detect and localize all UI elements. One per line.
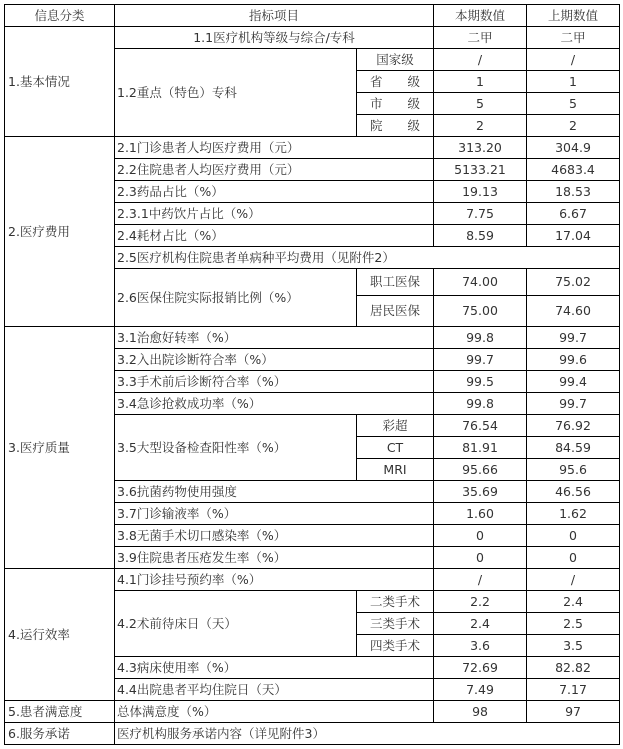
item-label: 3.8无菌手术切口感染率（%） (115, 525, 434, 547)
item-label: 2.4耗材占比（%） (115, 225, 434, 247)
previous-value: 84.59 (527, 437, 620, 459)
previous-value: 6.67 (527, 203, 620, 225)
category-basic: 1.基本情况 (5, 27, 115, 137)
current-value: 8.59 (434, 225, 527, 247)
previous-value: 304.9 (527, 137, 620, 159)
sub-item-label: 三类手术 (357, 613, 434, 635)
previous-value: 99.4 (527, 371, 620, 393)
item-label: 3.3手术前后诊断符合率（%） (115, 371, 434, 393)
previous-value: 74.60 (527, 296, 620, 327)
current-value: 75.00 (434, 296, 527, 327)
single-disease-cost-link: 2.5医疗机构住院患者单病种平均费用（见附件2） (115, 247, 620, 269)
previous-value: 2 (527, 115, 620, 137)
previous-value: 99.7 (527, 327, 620, 349)
category-commitment: 6.服务承诺 (5, 723, 115, 745)
current-value: 99.8 (434, 393, 527, 415)
item-label: 3.4急诊抢救成功率（%） (115, 393, 434, 415)
current-value: 98 (434, 701, 527, 723)
category-cost: 2.医疗费用 (5, 137, 115, 327)
previous-value: 5 (527, 93, 620, 115)
sub-item-label: 院 级 (357, 115, 434, 137)
header-category: 信息分类 (5, 5, 115, 27)
current-value: 72.69 (434, 657, 527, 679)
current-value: 99.7 (434, 349, 527, 371)
item-label: 4.1门诊挂号预约率（%） (115, 569, 434, 591)
sub-item-label: MRI (357, 459, 434, 481)
item-label: 2.3.1中药饮片占比（%） (115, 203, 434, 225)
current-value: 7.75 (434, 203, 527, 225)
previous-value: 1.62 (527, 503, 620, 525)
current-value: 7.49 (434, 679, 527, 701)
item-label: 3.7门诊输液率（%） (115, 503, 434, 525)
current-value: 313.20 (434, 137, 527, 159)
previous-value: 99.7 (527, 393, 620, 415)
previous-value: 7.17 (527, 679, 620, 701)
current-value: 2.4 (434, 613, 527, 635)
current-value: 5133.21 (434, 159, 527, 181)
current-value: 76.54 (434, 415, 527, 437)
table-row (5, 723, 620, 745)
table-row (5, 137, 620, 159)
current-value: 0 (434, 525, 527, 547)
header-item: 指标项目 (115, 5, 434, 27)
sub-item-label: 职工医保 (357, 269, 434, 296)
current-value: 99.5 (434, 371, 527, 393)
item-label: 4.4出院患者平均住院日（天） (115, 679, 434, 701)
item-label: 3.5大型设备检查阳性率（%） (115, 415, 357, 481)
previous-value: 0 (527, 525, 620, 547)
current-value: 81.91 (434, 437, 527, 459)
sub-item-label: 省 级 (357, 71, 434, 93)
previous-value: 82.82 (527, 657, 620, 679)
previous-value: 1 (527, 71, 620, 93)
current-value: / (434, 569, 527, 591)
current-value: 3.6 (434, 635, 527, 657)
current-value: 19.13 (434, 181, 527, 203)
item-label: 2.2住院患者人均医疗费用（元） (115, 159, 434, 181)
table-row (5, 569, 620, 591)
current-value: 74.00 (434, 269, 527, 296)
previous-value: 4683.4 (527, 159, 620, 181)
previous-value: 18.53 (527, 181, 620, 203)
hospital-info-table (4, 4, 620, 745)
current-value: 99.8 (434, 327, 527, 349)
previous-value: 2.5 (527, 613, 620, 635)
previous-value: 二甲 (527, 27, 620, 49)
item-label: 3.1治愈好转率（%） (115, 327, 434, 349)
item-label: 1.1医疗机构等级与综合/专科 (115, 27, 434, 49)
item-label: 2.6医保住院实际报销比例（%） (115, 269, 357, 327)
item-label: 4.3病床使用率（%） (115, 657, 434, 679)
current-value: 二甲 (434, 27, 527, 49)
previous-value: / (527, 569, 620, 591)
table-row (5, 701, 620, 723)
previous-value: 95.6 (527, 459, 620, 481)
item-label: 4.2术前待床日（天） (115, 591, 357, 657)
header-row (5, 5, 620, 27)
previous-value: 99.6 (527, 349, 620, 371)
table-row (5, 327, 620, 349)
sub-item-label: CT (357, 437, 434, 459)
header-current: 本期数值 (434, 5, 527, 27)
table-row (5, 27, 620, 49)
item-label: 3.6抗菌药物使用强度 (115, 481, 434, 503)
current-value: 2 (434, 115, 527, 137)
current-value: 2.2 (434, 591, 527, 613)
item-label: 总体满意度（%） (115, 701, 434, 723)
previous-value: 46.56 (527, 481, 620, 503)
previous-value: 2.4 (527, 591, 620, 613)
current-value: 0 (434, 547, 527, 569)
category-quality: 3.医疗质量 (5, 327, 115, 569)
sub-item-label: 国家级 (357, 49, 434, 71)
sub-item-label: 二类手术 (357, 591, 434, 613)
category-efficiency: 4.运行效率 (5, 569, 115, 701)
current-value: 1 (434, 71, 527, 93)
previous-value: / (527, 49, 620, 71)
commitment-content-link: 医疗机构服务承诺内容（详见附件3） (115, 723, 620, 745)
current-value: 95.66 (434, 459, 527, 481)
current-value: / (434, 49, 527, 71)
sub-item-label: 居民医保 (357, 296, 434, 327)
previous-value: 97 (527, 701, 620, 723)
item-label: 2.1门诊患者人均医疗费用（元） (115, 137, 434, 159)
sub-item-label: 彩超 (357, 415, 434, 437)
sub-item-label: 四类手术 (357, 635, 434, 657)
previous-value: 3.5 (527, 635, 620, 657)
current-value: 5 (434, 93, 527, 115)
previous-value: 75.02 (527, 269, 620, 296)
sub-item-label: 市 级 (357, 93, 434, 115)
current-value: 35.69 (434, 481, 527, 503)
previous-value: 76.92 (527, 415, 620, 437)
header-previous: 上期数值 (527, 5, 620, 27)
current-value: 1.60 (434, 503, 527, 525)
category-satisfaction: 5.患者满意度 (5, 701, 115, 723)
item-label: 2.3药品占比（%） (115, 181, 434, 203)
item-label: 3.2入出院诊断符合率（%） (115, 349, 434, 371)
previous-value: 0 (527, 547, 620, 569)
item-label: 3.9住院患者压疮发生率（%） (115, 547, 434, 569)
item-label: 1.2重点（特色）专科 (115, 49, 357, 137)
previous-value: 17.04 (527, 225, 620, 247)
